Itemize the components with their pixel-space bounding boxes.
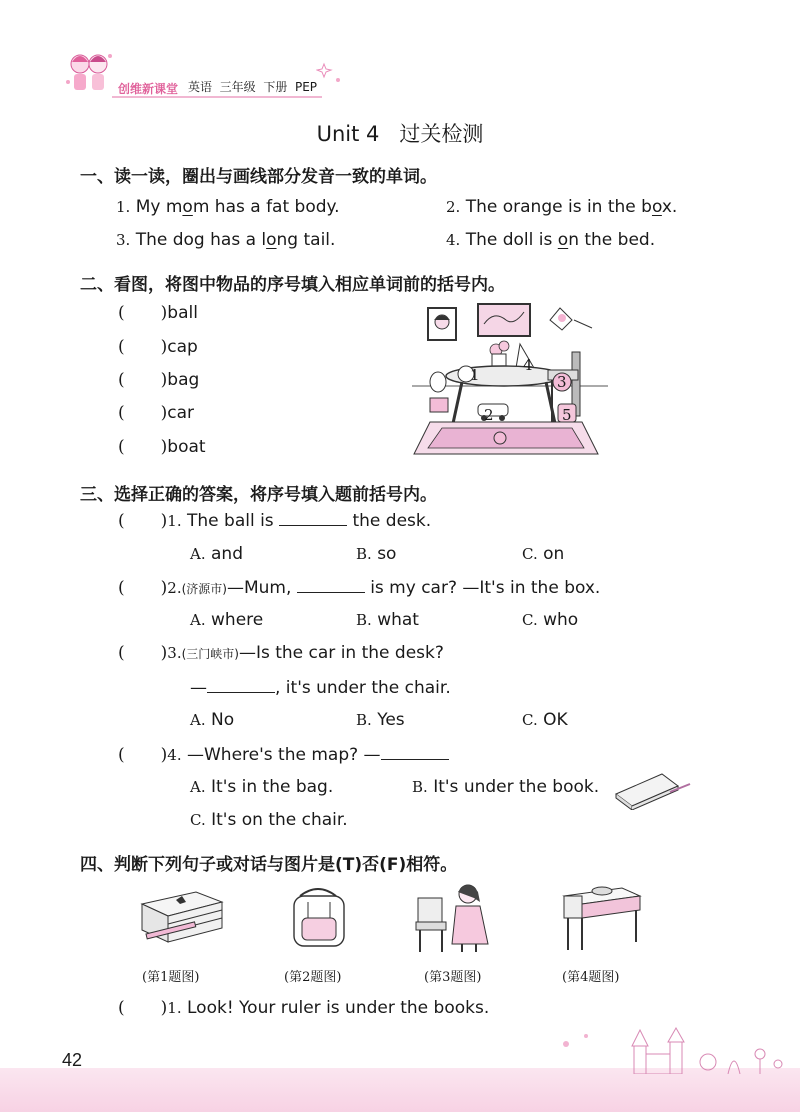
s4-picture-4-desk [560,882,642,952]
pic-num-1: 1 [470,366,480,384]
s2-item-cap: ( )cap [118,337,198,357]
header-subject: 英语 [188,80,213,94]
s3-q1-option-a: A. and [190,544,243,564]
section4-heading: 四、判断下列句子或对话与图片是(T)否(F)相符。 [80,855,458,875]
header-rule [112,96,322,98]
s3-q3-option-b: B. Yes [356,710,405,730]
s4-caption-4: (第4题图) [562,970,620,985]
section3-heading: 三、选择正确的答案，将序号填入题前括号内。 [80,485,437,505]
s3-q4-option-a: A. It's in the bag. [190,777,334,797]
s2-item-ball: ( )ball [118,303,198,323]
s3-q2-option-b: B. what [356,610,419,630]
header-edition: PEP [294,80,318,94]
s3-q1-option-c: C. on [522,544,565,564]
book-pen-illustration [612,770,692,810]
s3-q2: ( )2.(济源市)—Mum, is my car? —It's in the box. [118,578,601,598]
s3-q1-option-b: B. so [356,544,397,564]
s3-q1: ( )1. The ball is the desk. [118,511,432,531]
header-sparkles [316,60,346,88]
section1-heading: 一、读一读，圈出与画线部分发音一致的单词。 [80,167,437,187]
s4-picture-2-bag [284,882,354,952]
footer-band [0,1068,800,1112]
s4-caption-3: (第3题图) [424,970,482,985]
s4-q1: ( )1. Look! Your ruler is under the books. [118,998,490,1018]
s3-q2-option-a: A. where [190,610,264,630]
s3-q3-line2: — , it's under the chair. [190,678,451,698]
s3-q2-option-c: C. who [522,610,579,630]
pic-num-2: 2 [484,406,494,424]
answer-blank[interactable] [381,744,449,760]
s2-room-illustration [412,298,608,464]
pic-num-4: 4 [523,356,533,374]
s2-item-bag: ( )bag [118,370,200,390]
s3-q4-option-c: C. It's on the chair. [190,810,348,830]
pic-num-5: 5 [562,406,572,424]
s2-item-boat: ( )boat [118,437,206,457]
s2-item-car: ( )car [118,403,195,423]
s3-q3: ( )3.(三门峡市)—Is the car in the desk? [118,643,444,663]
s1-item-1: 1. My mom has a fat body. [116,197,340,217]
s4-picture-1-books [136,886,228,948]
s3-q4: ( )4. —Where's the map? — [118,744,449,765]
s1-item-3: 3. The dog has a long tail. [116,230,336,250]
section2-heading: 二、看图，将图中物品的序号填入相应单词前的括号内。 [80,275,505,295]
s3-q3-option-c: C. OK [522,710,568,730]
header-logo [118,78,178,97]
answer-blank[interactable] [207,677,275,693]
header-logo-text: 创维新课堂 [118,82,179,96]
pic-num-3: 3 [557,373,567,391]
s1-item-2: 2. The orange is in the box. [446,197,678,217]
page-title: Unit 4 过关检测 [316,122,484,146]
header-grade: 三年级 [219,80,256,94]
s3-q4-option-b: B. It's under the book. [412,777,600,797]
header-mascot [62,48,118,98]
s3-q3-option-a: A. No [190,710,235,730]
s4-picture-3-girl-chair [412,880,498,954]
footer-castle-illustration [552,1024,788,1074]
page-number: 42 [62,1050,83,1070]
s4-caption-1: (第1题图) [142,970,200,985]
s4-caption-2: (第2题图) [284,970,342,985]
header-meta [188,78,317,95]
s1-item-4: 4. The doll is on the bed. [446,230,656,250]
answer-blank[interactable] [279,510,347,526]
header-volume: 下册 [263,80,288,94]
answer-blank[interactable] [297,577,365,593]
